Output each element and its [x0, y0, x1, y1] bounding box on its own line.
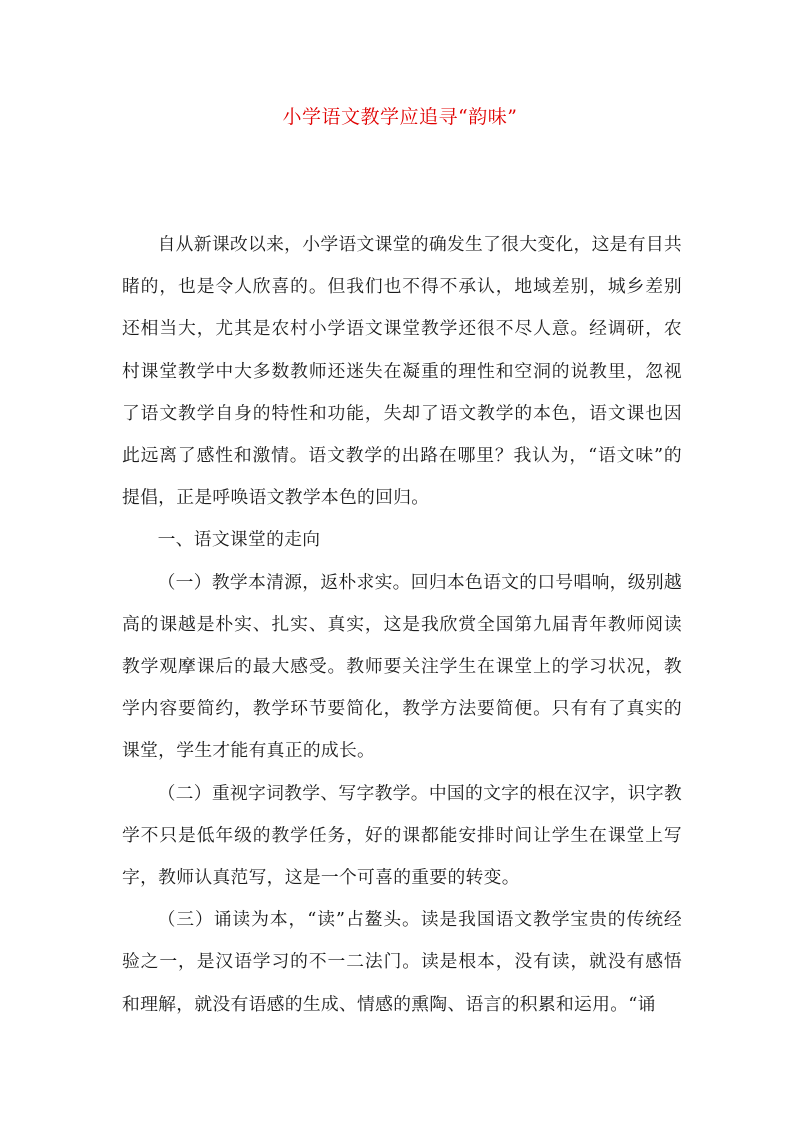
paragraph-point-1: （一）教学本清源，返朴求实。回归本色语文的口号唱响，级别越高的课越是朴实、扎实、真实，这是我欣赏全国第九届青年教师阅读教学观摩课后的最大感受。教师要关注学生在课堂上的学习状况，教学内容要简约，教学环节要简化，教学方法要简便。只有有了真实的课堂，学生才能有真正的成长。: [122, 571, 682, 762]
paragraph-intro: 自从新课改以来，小学语文课堂的确发生了很大变化，这是有目共睹的，也是令人欣喜的。但我们也不得不承认，地域差别，城乡差别还相当大，尤其是农村小学语文课堂教学还很不尽人意。经调研，农村课堂教学中大多数教师还迷失在凝重的理性和空洞的说教里，忽视了语文教学自身的特性和功能，失却了语文教学的本色，语文课也因此远离了感性和激情。语文教学的出路在哪里？我认为，“语文味”的提倡，正是呼唤语文教学本色的回归。: [122, 234, 682, 509]
document-title: 小学语文教学应追寻“韵味”: [282, 106, 518, 128]
document-body: [122, 224, 682, 1026]
paragraph-point-3: （三）诵读为本，“读”占鳌头。读是我国语文教学宝贵的传统经验之一，是汉语学习的不一二法门。读是根本，没有读，就没有感悟和理解，就没有语感的生成、情感的熏陶、语言的积累和运用。“诵: [122, 909, 682, 1015]
paragraph-point-2: （二）重视字词教学、写字教学。中国的文字的根在汉字，识字教学不只是低年级的教学任务，好的课都能安排时间让学生在课堂上写字，教师认真范写，这是一个可喜的重要的转变。: [122, 782, 682, 889]
section-heading-1: 一、语文课堂的走向: [157, 529, 321, 551]
